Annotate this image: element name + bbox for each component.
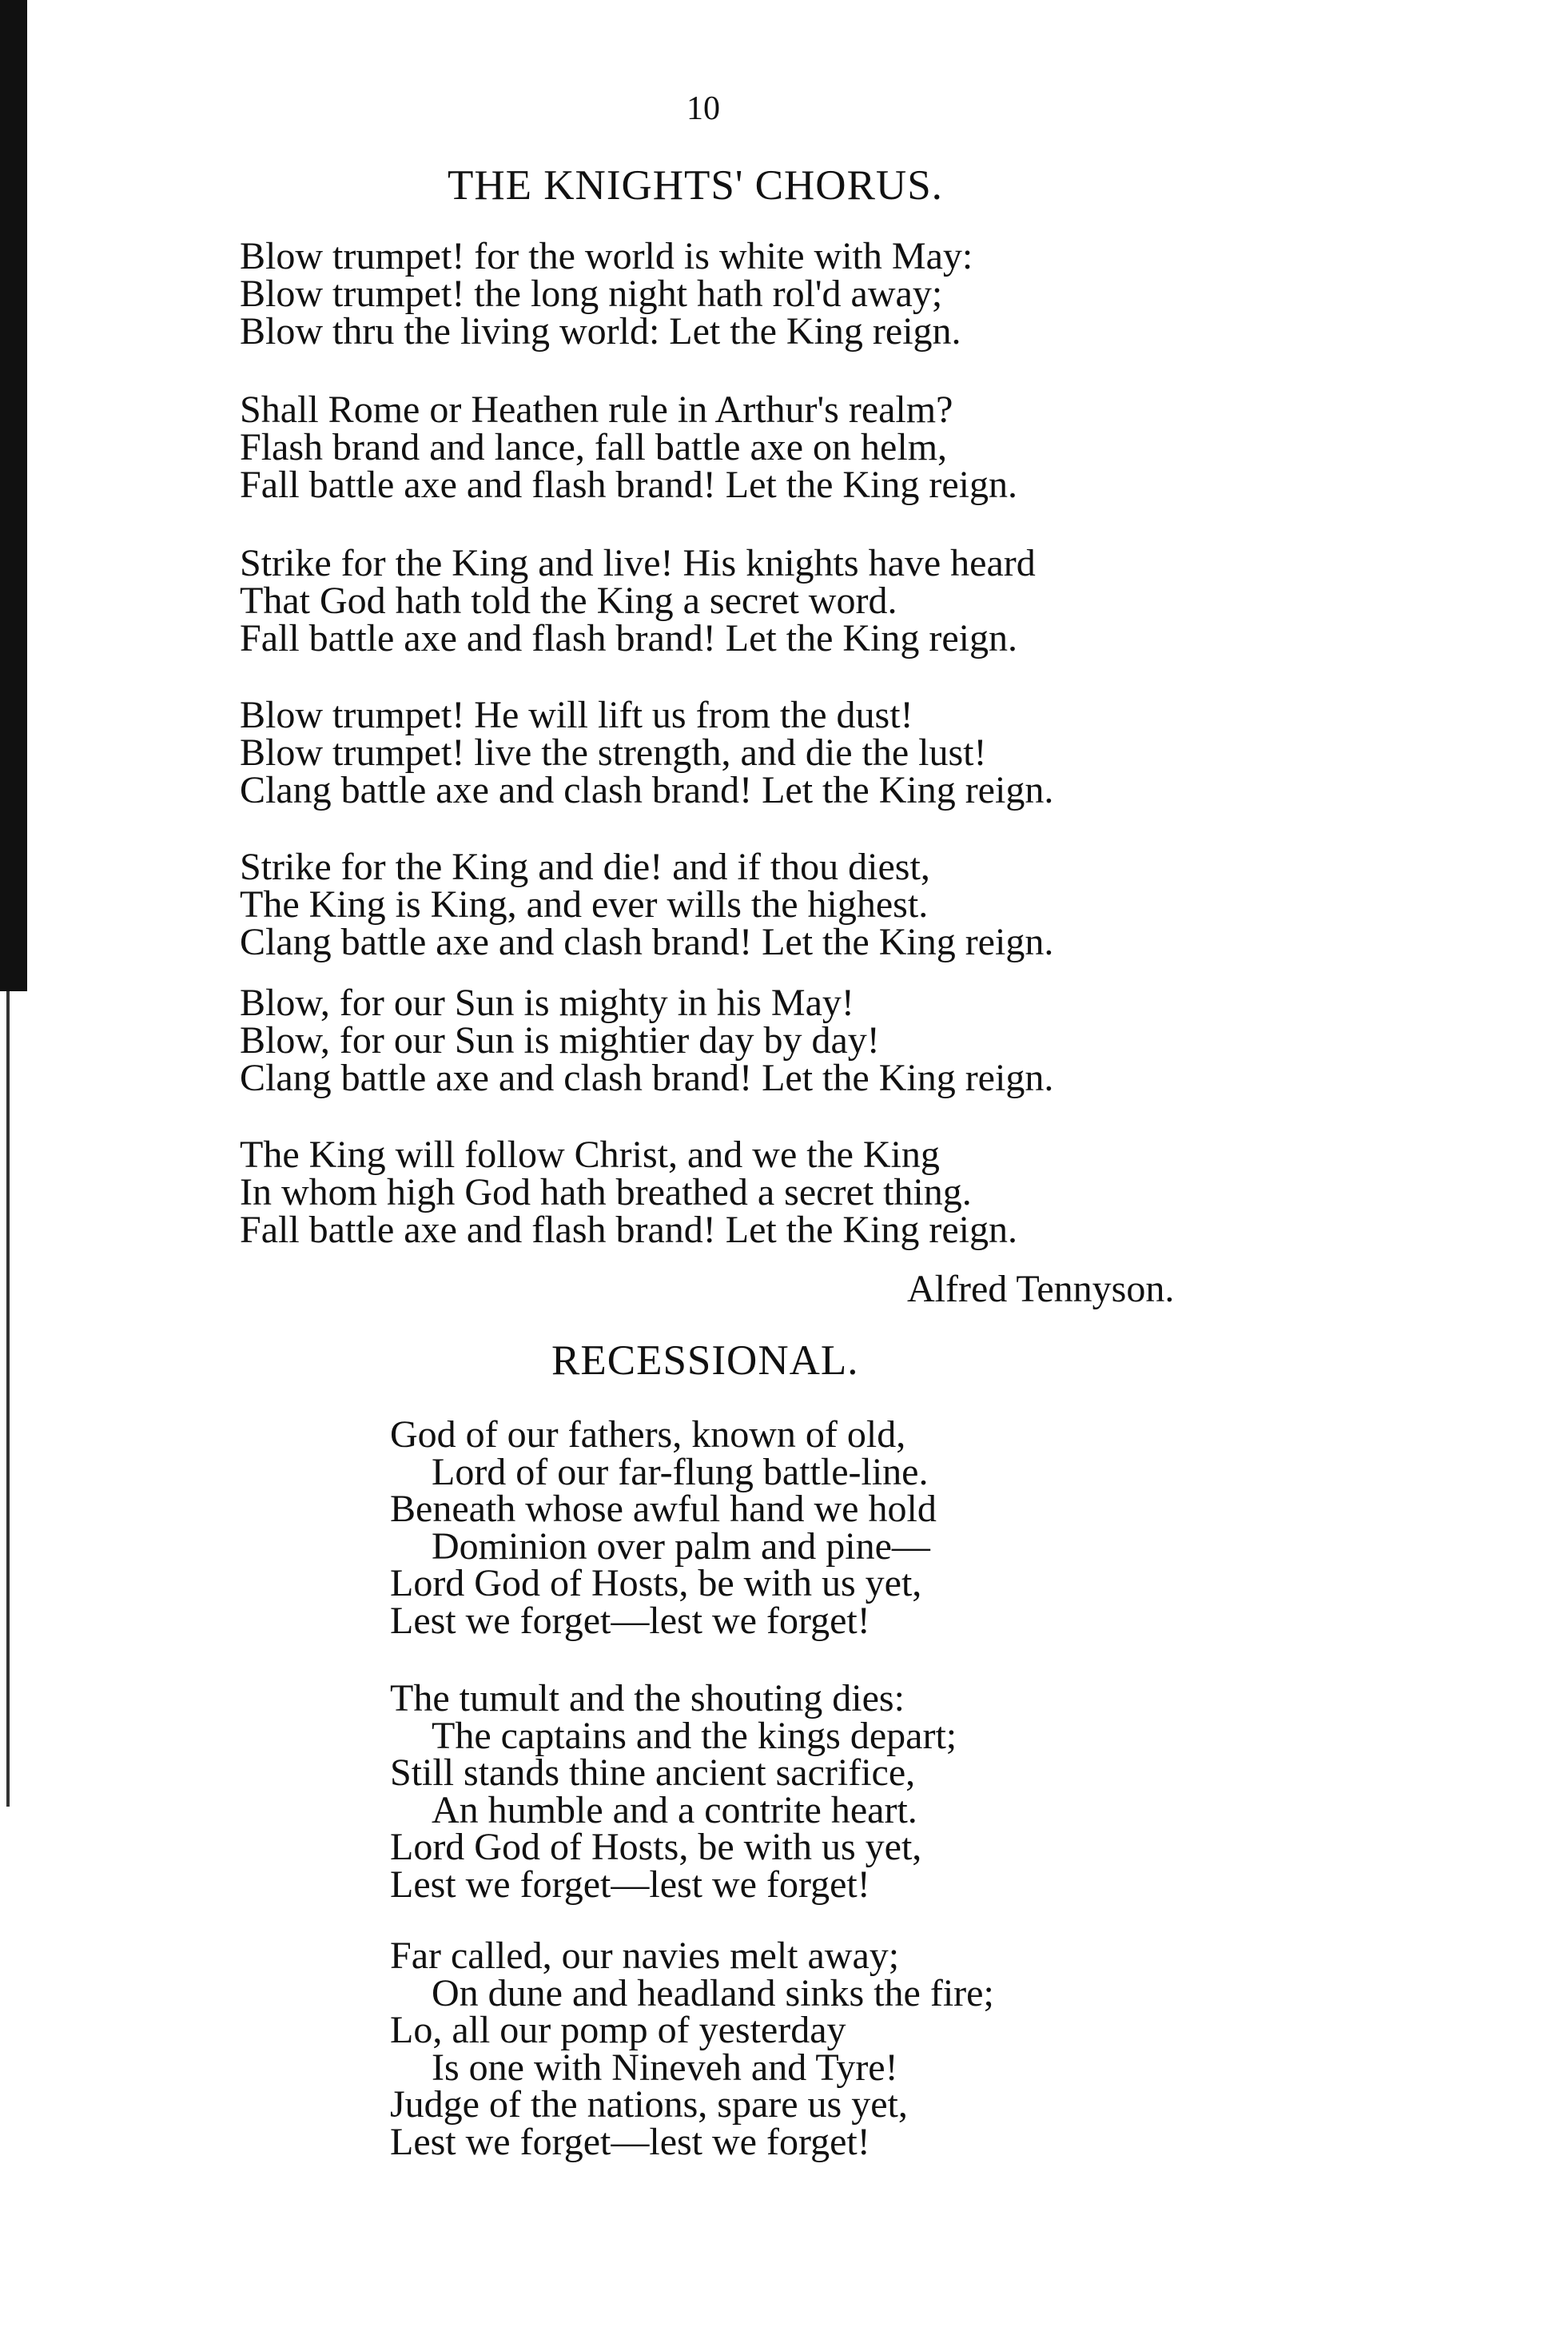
poem-line: Dominion over palm and pine— [432,1524,930,1568]
recessional-stanza-1 [390,1413,937,1642]
poem-line: The King will follow Christ, and we the King [240,1134,940,1176]
poem-line: Strike for the King and live! His knights have heard [240,542,1036,584]
recessional-stanza-3 [390,1935,994,2163]
scan-edge-bar [0,0,27,991]
knights-stanza-4 [240,694,1054,811]
poem-line: Lo, all our pomp of yesterday [390,2009,846,2051]
poem-line: Lord of our far-flung battle-line. [432,1450,929,1493]
poem-line: Blow, for our Sun is mighty in his May! [240,982,854,1024]
poem-line: That God hath told the King a secret word. [240,579,897,622]
poem-line: Fall battle axe and flash brand! Let the King reign. [240,616,1018,659]
poem-line: The tumult and the shouting dies: [390,1677,905,1719]
knights-stanza-7 [240,1134,1018,1251]
knights-stanza-3 [240,542,1036,659]
poem-line: Beneath whose awful hand we hold [390,1488,937,1530]
poem-line: Fall battle axe and flash brand! Let the King reign. [240,1208,1018,1251]
poem-line: In whom high God hath breathed a secret thing. [240,1170,972,1213]
poem-line: Far called, our navies melt away; [390,1935,900,1977]
poem-line: Blow trumpet! for the world is white with May: [240,235,973,277]
poem-line: Flash brand and lance, fall battle axe on helm, [240,425,948,468]
poem-title-knights-chorus: THE KNIGHTS' CHORUS. [448,162,943,209]
recessional-stanza-2 [390,1677,957,1906]
poem-line: Clang battle axe and clash brand! Let the King reign. [240,920,1054,963]
poem-line: Clang battle axe and clash brand! Let the King reign. [240,1056,1054,1099]
poem-line: On dune and headland sinks the fire; [432,1971,994,2014]
poem-line: Shall Rome or Heathen rule in Arthur's realm? [240,389,953,431]
poem-line: Lest we forget—lest we forget! [390,1599,870,1642]
poem-line: Blow thru the living world: Let the King reign. [240,309,961,353]
poem-line: Blow, for our Sun is mightier day by day! [240,1018,880,1062]
poem-line: Still stands thine ancient sacrifice, [390,1751,916,1794]
poem-line: Lord God of Hosts, be with us yet, [390,1826,922,1868]
poem-line: God of our fathers, known of old, [390,1413,906,1456]
poem-line: Blow trumpet! the long night hath rol'd away; [240,272,943,315]
poem-line: Lest we forget—lest we forget! [390,1863,870,1906]
poem-title-recessional: RECESSIONAL. [551,1337,859,1384]
poem-line: Lest we forget—lest we forget! [390,2120,870,2163]
poem-line: The captains and the kings depart; [432,1714,957,1757]
poem-line: Blow trumpet! He will lift us from the dust! [240,694,913,736]
poem-line: Blow trumpet! live the strength, and die the lust! [240,731,987,774]
poem-line: Lord God of Hosts, be with us yet, [390,1562,922,1604]
knights-stanza-6 [240,982,1054,1099]
knights-stanza-2 [240,389,1018,506]
knights-stanza-1 [240,235,973,353]
poem-line: Judge of the nations, spare us yet, [390,2083,908,2126]
poem-line: The King is King, and ever wills the highest. [240,883,929,926]
scan-edge-line [6,991,10,1807]
knights-stanza-5 [240,846,1054,963]
poem-line: Strike for the King and die! and if thou diest, [240,846,930,888]
page-number: 10 [686,90,720,127]
poem-line: Clang battle axe and clash brand! Let the King reign. [240,768,1054,811]
poem-line: An humble and a contrite heart. [432,1788,917,1831]
poem-line: Fall battle axe and flash brand! Let the King reign. [240,463,1018,506]
poem-line: Is one with Nineveh and Tyre! [432,2046,898,2089]
poem-attribution: Alfred Tennyson. [907,1268,1175,1310]
